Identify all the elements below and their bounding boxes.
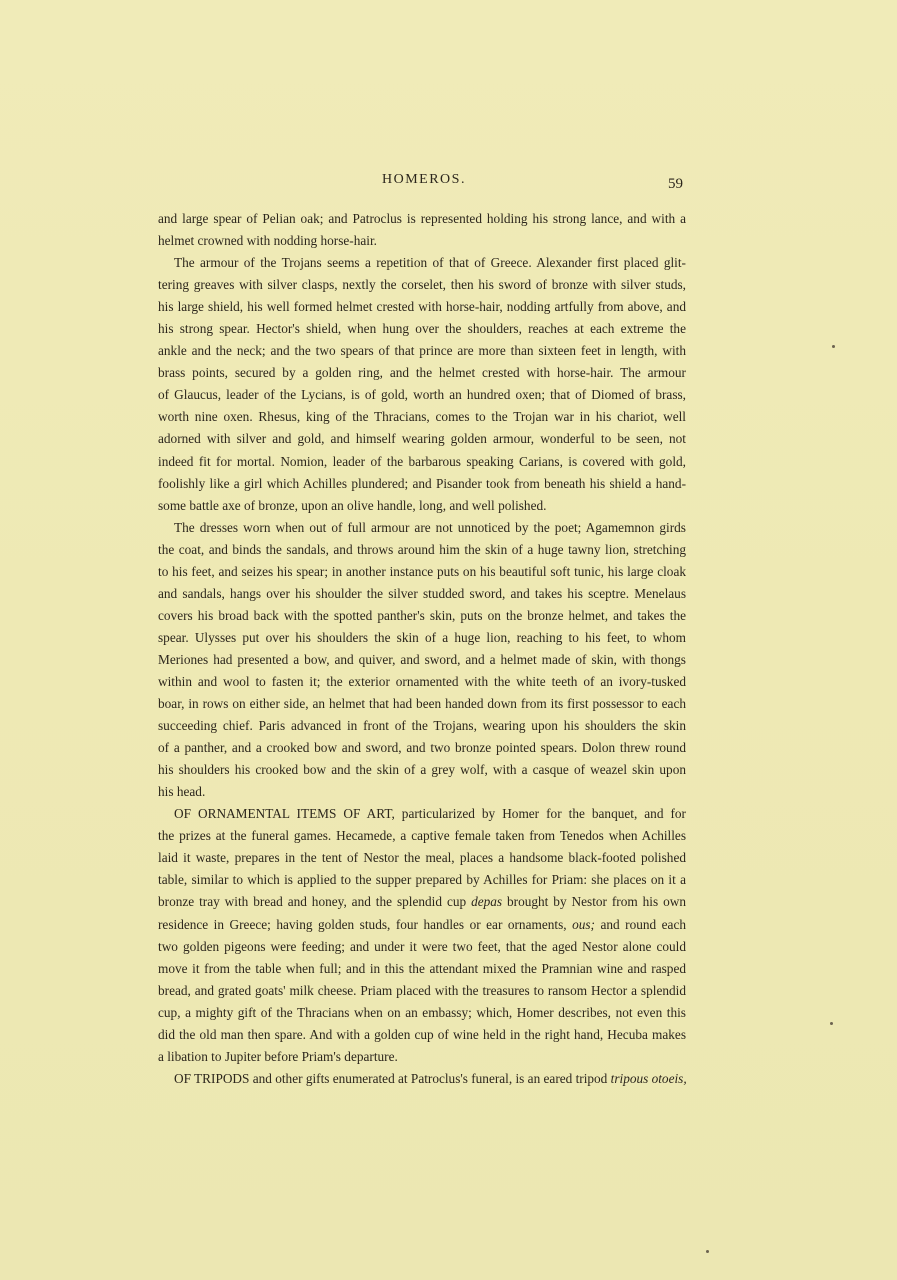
text-line: adorned with silver and gold, and himself wearing golden armour, wonderful to be seen, not: [158, 431, 686, 447]
text-line: move it from the table when full; and in this the attendant mixed the Pramnian wine and rasped: [158, 960, 686, 976]
text-line: to his feet, and seizes his spear; in another instance puts on his beautiful soft tunic, his large cloak: [158, 563, 686, 579]
text-line: table, similar to which is applied to the supper prepared by Achilles for Priam: she places on it a: [158, 872, 686, 888]
text-line: OF TRIPODS and other gifts enumerated at Patroclus's funeral, is an eared tripod tripous otoeis,: [174, 1070, 687, 1086]
running-title: HOMEROS.: [382, 172, 466, 187]
text-line: his large shield, his well formed helmet crested with horse-hair, nodding artfully from above, and: [158, 299, 686, 315]
paper-speck: [706, 1250, 709, 1253]
text-line: covers his broad back with the spotted panther's skin, puts on the bronze helmet, and takes the: [158, 607, 686, 623]
body-text: [158, 208, 686, 1090]
text-line: The armour of the Trojans seems a repetition of that of Greece. Alexander first placed glit-: [174, 255, 686, 271]
text-line: OF ORNAMENTAL ITEMS OF ART, particularized by Homer for the banquet, and for: [174, 806, 686, 822]
text-line: of Glaucus, leader of the Lycians, is of gold, worth an hundred oxen; that of Diomed of brass,: [158, 387, 686, 403]
paragraph-1: [158, 208, 686, 252]
text-line: some battle axe of bronze, upon an olive handle, long, and well polished.: [158, 497, 547, 513]
text-line: did the old man then spare. And with a golden cup of wine held in the right hand, Hecuba makes: [158, 1026, 686, 1042]
text-line: succeeding chief. Paris advanced in front of the Trojans, wearing upon his shoulders the skin: [158, 718, 686, 734]
paragraph-3: [158, 517, 686, 804]
text-line: two golden pigeons were feeding; and under it were two feet, that the aged Nestor alone could: [158, 938, 686, 954]
paragraph-4: [158, 803, 686, 1068]
text-line: his strong spear. Hector's shield, when hung over the shoulders, reaches at each extreme the: [158, 321, 686, 337]
text-line: ankle and the neck; and the two spears of that prince are more than sixteen feet in length, with: [158, 343, 686, 359]
text-line: spear. Ulysses put over his shoulders the skin of a huge lion, reaching to his feet, to whom: [158, 629, 686, 645]
text-line: the coat, and binds the sandals, and throws around him the skin of a huge tawny lion, stretching: [158, 541, 686, 557]
text-line: tering greaves with silver clasps, nextly the corselet, then his sword of bronze with silver studs,: [158, 277, 686, 293]
text-line: a libation to Jupiter before Priam's departure.: [158, 1048, 398, 1064]
text-line: bread, and grated goats' milk cheese. Priam placed with the treasures to ransom Hector a splendid: [158, 982, 686, 998]
text-line: foolishly like a girl which Achilles plundered; and Pisander took from beneath his shield a hand-: [158, 475, 686, 491]
paragraph-5: [158, 1068, 686, 1090]
text-line: residence in Greece; having golden studs, four handles or ear ornaments, ous; and round each: [158, 916, 687, 932]
paper-speck: [832, 345, 835, 348]
paper-speck: [830, 1022, 833, 1025]
text-line: Meriones had presented a bow, and quiver, and sword, and a helmet made of skin, with thongs: [158, 651, 686, 667]
text-line: of a panther, and a crooked bow and sword, and two bronze pointed spears. Dolon threw round: [158, 740, 686, 756]
paragraph-2: [158, 252, 686, 517]
page-number: 59: [668, 176, 683, 192]
text-line: the prizes at the funeral games. Hecamede, a captive female taken from Tenedos when Achilles: [158, 828, 686, 844]
text-line: within and wool to fasten it; the exterior ornamented with the white teeth of an ivory-tusked: [158, 673, 686, 689]
text-line: bronze tray with bread and honey, and the splendid cup depas brought by Nestor from his own: [158, 894, 686, 910]
text-line: cup, a mighty gift of the Thracians when on an embassy; which, Homer describes, not even this: [158, 1004, 686, 1020]
text-line: The dresses worn when out of full armour are not unnoticed by the poet; Agamemnon girds: [174, 519, 686, 535]
text-line: and sandals, hangs over his shoulder the silver studded sword, and takes his sceptre. Menelaus: [158, 585, 686, 601]
text-line: helmet crowned with nodding horse-hair.: [158, 233, 377, 249]
text-line: boar, in rows on either side, an helmet that had been handed down from its first possessor to each: [158, 696, 686, 712]
text-line: his head.: [158, 784, 206, 800]
text-line: indeed fit for mortal. Nomion, leader of the barbarous speaking Carians, is covered with gold,: [158, 453, 686, 469]
text-line: brass points, secured by a golden ring, and the helmet crested with horse-hair. The armour: [158, 365, 686, 381]
text-line: his shoulders his crooked bow and the skin of a grey wolf, with a casque of weazel skin upon: [158, 762, 686, 778]
text-line: worth nine oxen. Rhesus, king of the Thracians, comes to the Trojan war in his chariot, well: [158, 409, 686, 425]
text-line: and large spear of Pelian oak; and Patroclus is represented holding his strong lance, and with a: [158, 211, 686, 226]
text-line: laid it waste, prepares in the tent of Nestor the meal, places a handsome black-footed polished: [158, 850, 686, 866]
